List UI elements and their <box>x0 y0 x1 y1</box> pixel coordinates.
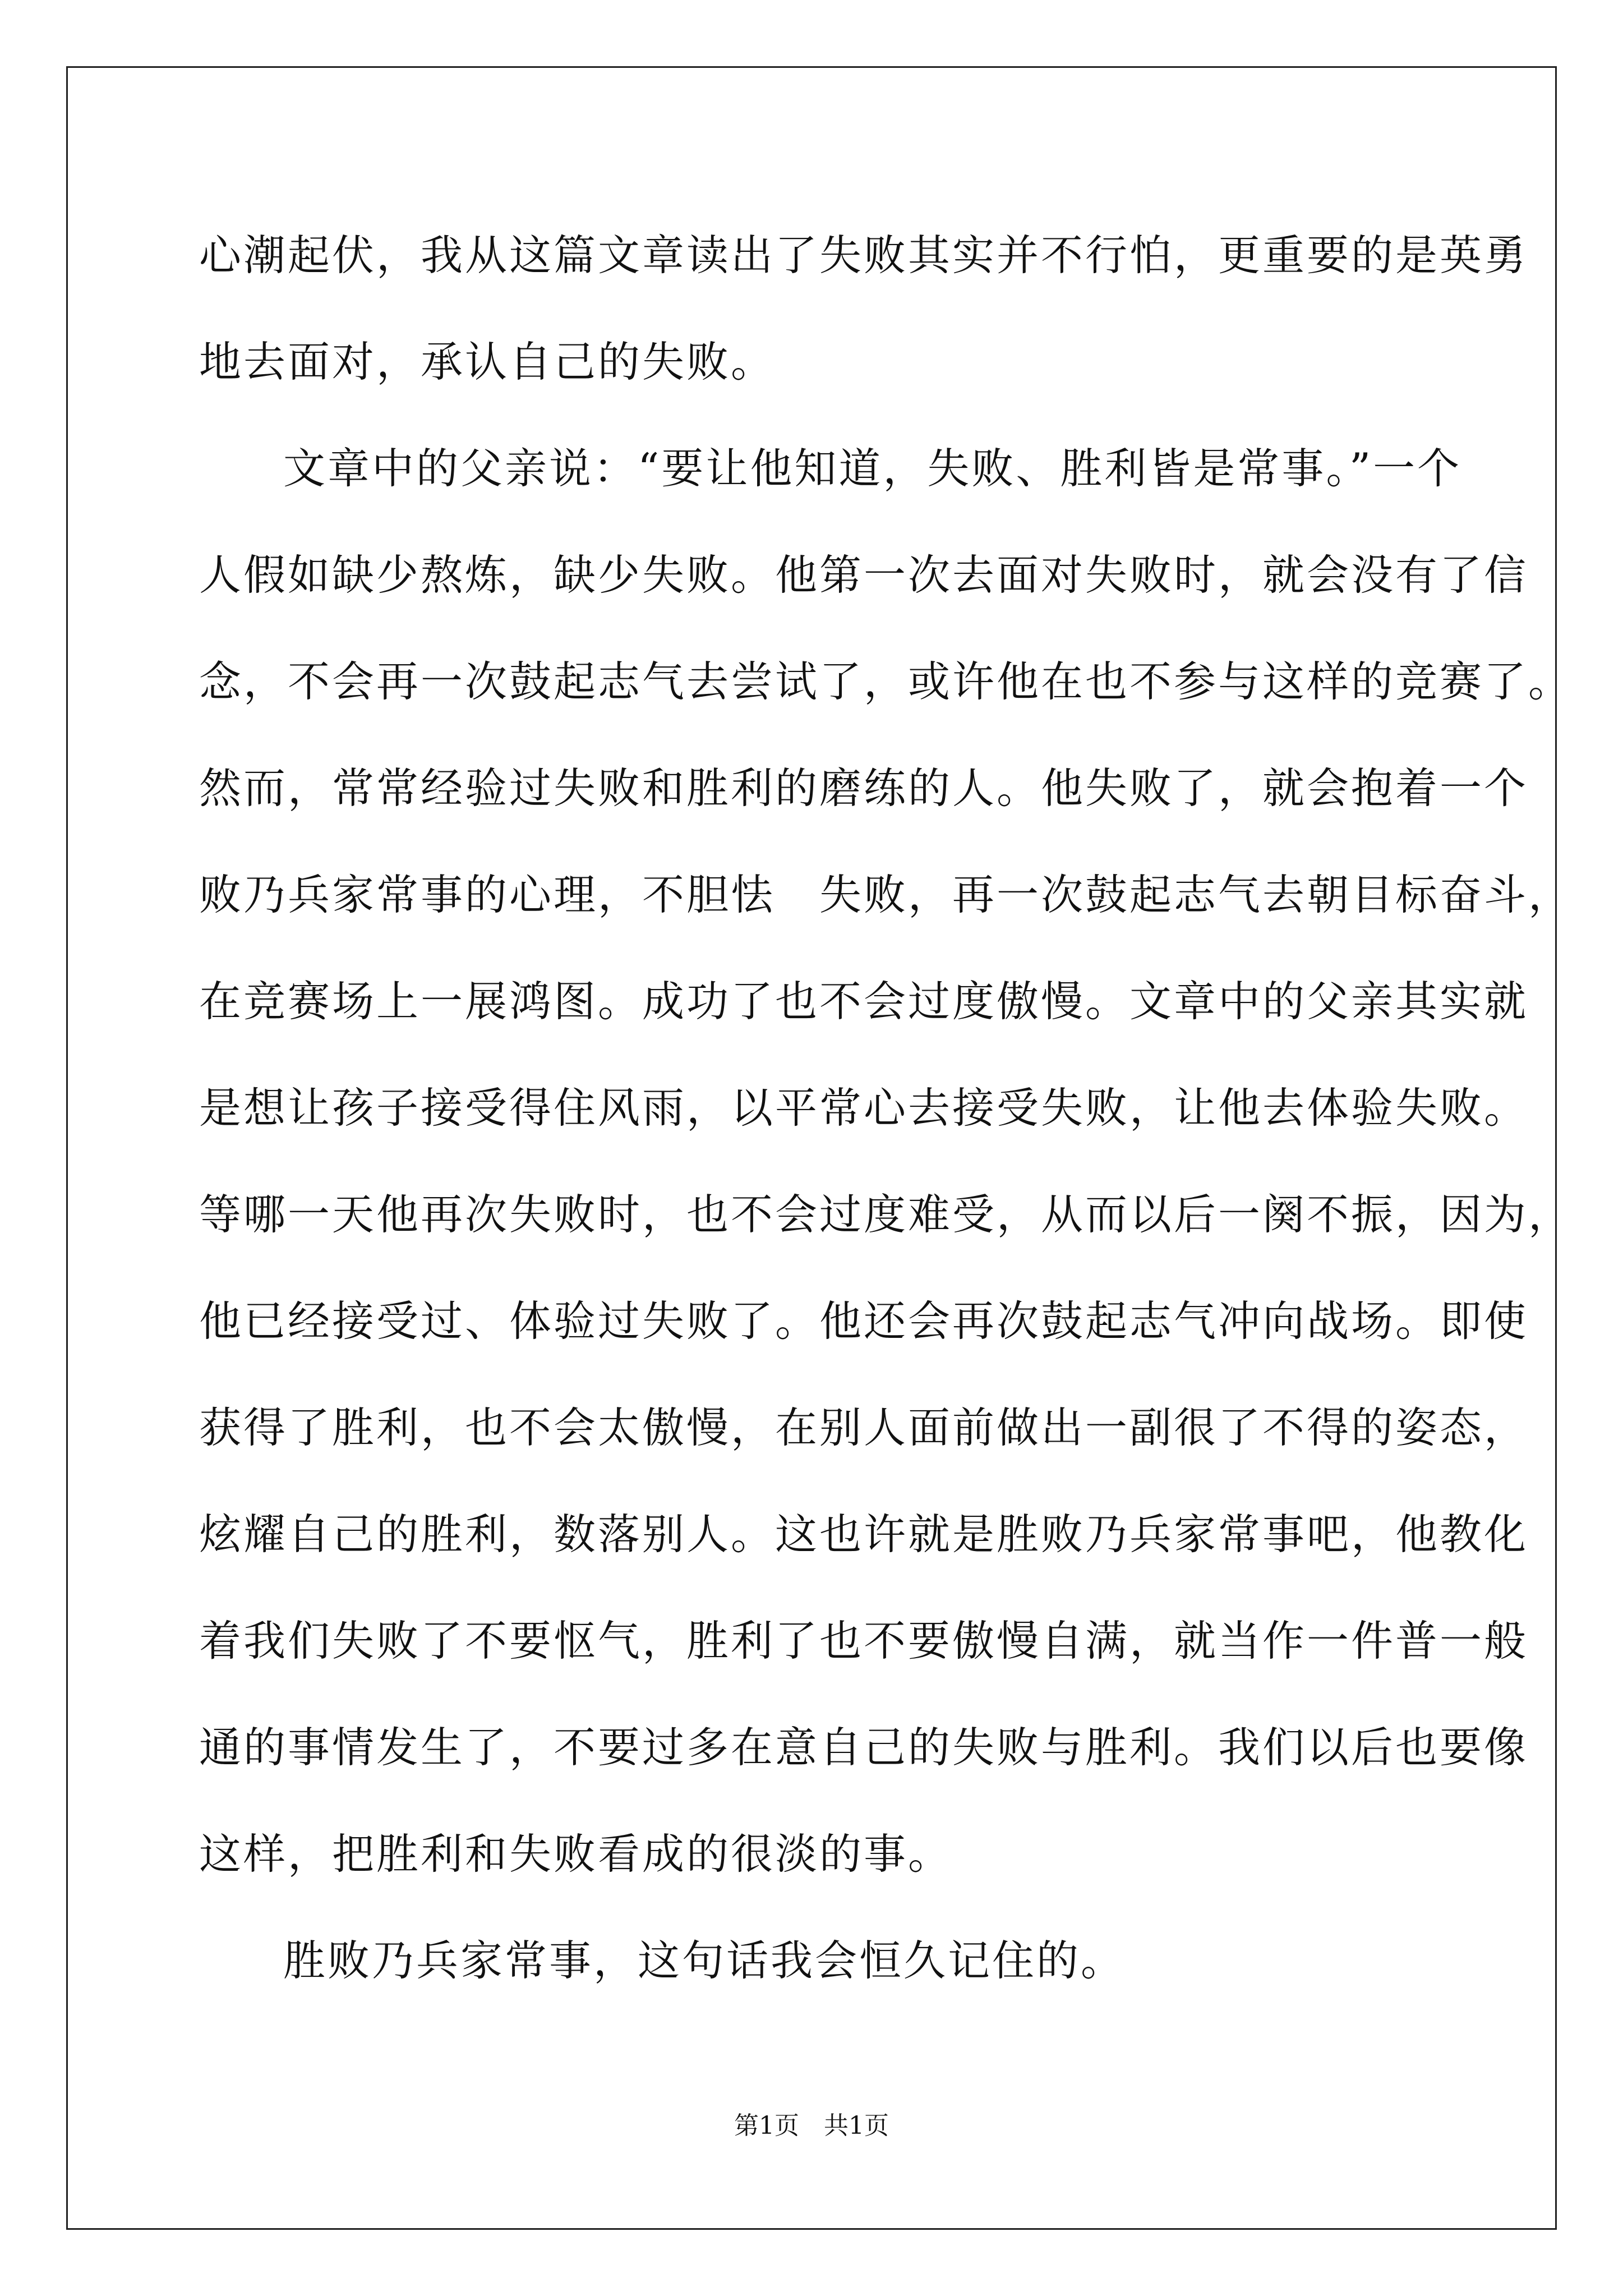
text-line-8: 在竞赛场上一展鸿图。成功了也不会过度傲慢。文章中的父亲其实就 <box>199 977 1529 1026</box>
text-line-1: 心潮起伏，我从这篇文章读出了失败其实并不行怕，更重要的是英勇 <box>199 231 1529 280</box>
text-line-14: 着我们失败了不要怄气，胜利了也不要傲慢自满，就当作一件普一般 <box>199 1616 1529 1665</box>
text-line-11: 他已经接受过、体验过失败了。他还会再次鼓起志气冲向战场。即使 <box>199 1296 1529 1346</box>
text-line-2: 地去面对，承认自己的失败。 <box>199 337 776 386</box>
text-line-13: 炫耀自己的胜利，数落别人。这也许就是胜败乃兵家常事吧，他教化 <box>199 1510 1529 1559</box>
page-number-footer: 第1页 共1页 <box>734 2111 889 2140</box>
text-line-16: 这样，把胜利和失败看成的很淡的事。 <box>199 1829 953 1879</box>
text-line-3: 文章中的父亲说：“要让他知道，失败、胜利皆是常事。”一个 <box>283 444 1462 493</box>
text-line-6: 然而，常常经验过失败和胜利的磨练的人。他失败了，就会抱着一个 <box>199 763 1529 813</box>
text-line-4: 人假如缺少熬炼，缺少失败。他第一次去面对失败时，就会没有了信 <box>199 550 1529 600</box>
text-line-15: 通的事情发生了，不要过多在意自己的失败与胜利。我们以后也要像 <box>199 1723 1529 1772</box>
text-line-9: 是想让孩子接受得住风雨，以平常心去接受失败，让他去体验失败。 <box>199 1083 1529 1133</box>
text-line-5: 念，不会再一次鼓起志气去尝试了，或许他在也不参与这样的竞赛了。 <box>199 657 1573 706</box>
text-line-10: 等哪一天他再次失败时，也不会过度难受，从而以后一阕不振，因为， <box>199 1190 1573 1239</box>
text-line-17: 胜败乃兵家常事，这句话我会恒久记住的。 <box>283 1936 1126 1985</box>
text-line-7: 败乃兵家常事的心理，不胆怯 失败，再一次鼓起志气去朝目标奋斗， <box>199 870 1573 919</box>
text-line-12: 获得了胜利，也不会太傲慢，在别人面前做出一副很了不得的姿态， <box>199 1403 1529 1452</box>
